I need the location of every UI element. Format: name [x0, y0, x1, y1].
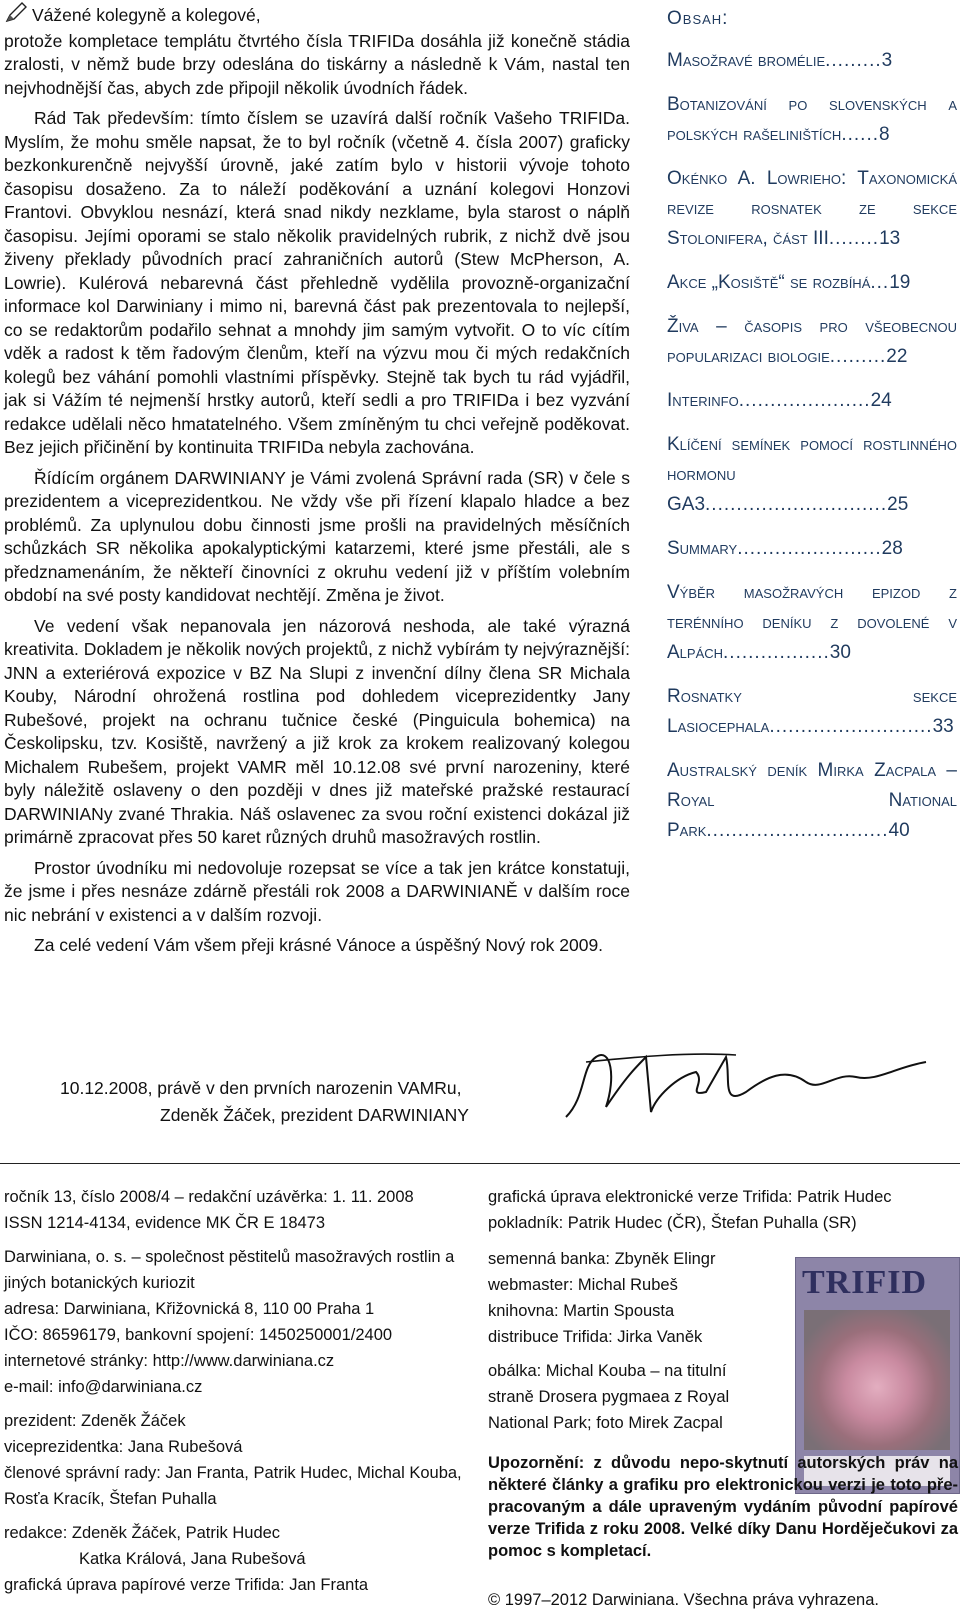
toc-item-dots: .............................: [705, 494, 888, 515]
toc-item-dots: .............................: [706, 820, 889, 841]
section-divider: [0, 1163, 960, 1164]
toc-item-title: Australský deník Mirka Zacpala – Royal National Park: [667, 760, 957, 841]
board-line: členové správní rady: Jan Franta, Patrik Hudec, Michal Kouba, Rosťa Kracík, Štefan Puhalla: [4, 1464, 462, 1508]
colophon-left: [4, 1184, 474, 1598]
toc-header: Obsah:: [667, 8, 729, 29]
toc-item-dots: .........: [829, 346, 887, 367]
toc-item[interactable]: [667, 268, 957, 298]
distribution-line: distribuce Trifida: Jirka Vaněk: [488, 1328, 703, 1346]
webmaster-line: webmaster: Michal Rubeš: [488, 1276, 678, 1294]
pen-icon: [4, 2, 28, 24]
toc-item-page: 30: [829, 642, 851, 663]
toc-item-page: 28: [881, 538, 903, 559]
toc-item-title: Výběr masožravých epizod z terénního deníku z dovolené v Alpách: [667, 582, 957, 663]
toc-item-dots: .......................: [737, 538, 882, 559]
paragraph-4: Ve vedení však nepanovala jen názorová neshoda, ale také výrazná kreativita. Dokladem je několik nových projektů, z nichž vybírám ty nejvýraznější: JNN a exteriérová expozice v BZ Na Slupi z invenční dílny člena SR Michala Kouby, Národní ohrožená rostlina pod dohledem viceprezidentky Jany Rubešové, projekt na ochranu tučnice české (Pinguicula bohemica) na Českolipsku, tzv. Kosiště, navržený a již krok za krokem realizovaný kolegou Michalem Rubešem, projekt VAMR měl 10.12.08 své první narozeniny, které byly náležitě oslaveny o den později v dnes již mateřské pražské restaurací DARWINIANy zvané Thrakia. Náš oslavenec za svou roční existenci dokázal již primárně zpracovat přes 50 karet různých druhů masožravých rostlin.: [4, 615, 630, 847]
cover-logo: TRIFID: [802, 1264, 928, 1301]
toc-item-title: Akce „Kosiště“ se rozbíhá: [667, 272, 871, 293]
toc-item-dots: .................: [723, 642, 830, 663]
date-line: 10.12.2008, právě v den prvních narozenin VAMRu,: [60, 1078, 462, 1098]
editors-line-2: Katka Králová, Jana Rubešová: [79, 1550, 306, 1568]
toc-item[interactable]: [667, 46, 957, 76]
paragraph-3: Řídícím orgánem DARWINIANY je Vámi zvolená Správní rada (SR) v čele s prezidentem a viceprezidentkou. Ne vždy vše při řízení klapalo hladce a bez problémů. Za uplynulou dobu činnosti jsme prošli na pravidelných měsíčních schůzkách SR několika apokalyptickými katarzemi, které jsme přestáli, ale s předznamenáním, že někteří činovníci z okruhu vedení již v příštím volebním období na své posty kandidovat nechtějí. Změna je život.: [4, 467, 630, 605]
toc-item[interactable]: [667, 386, 957, 416]
cover-credit: obálka: Michal Kouba – na titulní straně Drosera pygmaea z Royal National Park; foto Mirek Zacpal: [488, 1362, 730, 1432]
toc-item-dots: .........: [825, 50, 882, 71]
handwritten-signature: [556, 1037, 936, 1137]
paragraph-5: Prostor úvodníku mi nedovoluje rozepsat se více a tak jen krátce konstatuji, že jsme i přes nesnáze zdárně přestáli rok 2008 a DARWINIANĚ v dalším roce nic nebrání v existenci a v dalším rozvoji.: [4, 857, 630, 925]
toc-item-title: Summary: [667, 538, 738, 559]
email-link[interactable]: e-mail: info@darwiniana.cz: [4, 1378, 203, 1396]
vicepresident-line: viceprezidentka: Jana Rubešová: [4, 1438, 243, 1456]
paragraph-1: protože kompletace templátu čtvrtého čísla TRIFIDa dosáhla již konečně stádia zralosti, v němž bude brzy odeslána do tiskárny a následně k Vám, nastal ten nejvhodnější čas, abych zde připojil několik úvodních řádek.: [4, 30, 630, 98]
toc-item-title: Okénko A. Lowrieho: Taxonomická revize rosnatek ze sekce Stolonifera, část III: [667, 168, 957, 249]
table-of-contents: [667, 4, 957, 860]
treasurer-line: pokladník: Patrik Hudec (ČR), Štefan Puhalla (SR): [488, 1214, 857, 1232]
toc-item-page: 19: [889, 272, 911, 293]
library-line: knihovna: Martin Spousta: [488, 1302, 675, 1320]
toc-item-dots: ......: [841, 124, 880, 145]
toc-item-page: 22: [886, 346, 908, 367]
cover-photo: [804, 1310, 950, 1450]
toc-item-page: 24: [870, 390, 892, 411]
toc-item-dots: ..........................: [769, 716, 933, 737]
signature-text: [60, 1075, 469, 1129]
toc-item-title: Masožravé bromélie: [667, 50, 826, 71]
toc-item-dots: ...: [870, 272, 890, 293]
toc-item-page: 25: [887, 494, 909, 515]
print-design-line: grafická úprava papírové verze Trifida: Jan Franta: [4, 1576, 369, 1594]
toc-item-page: 13: [879, 228, 901, 249]
toc-item[interactable]: [667, 164, 957, 254]
editors-line: redakce: Zdeněk Žáček, Patrik Hudec: [4, 1524, 281, 1542]
greeting: Vážené kolegyně a kolegové,: [32, 5, 261, 25]
toc-item[interactable]: [667, 534, 957, 564]
toc-item[interactable]: [667, 756, 957, 846]
paragraph-6: Za celé vedení Vám všem přeji krásné Vánoce a úspěšný Nový rok 2009.: [34, 935, 604, 955]
toc-item-dots: ........: [828, 228, 880, 249]
toc-item-title: Interinfo: [667, 390, 739, 411]
address-line: adresa: Darwiniana, Křižovnická 8, 110 00 Praha 1: [4, 1300, 375, 1318]
society-line: Darwiniana, o. s. – společnost pěstitelů masožravých rostlin a jiných botanických kuriozit: [4, 1248, 455, 1292]
copyright-line: © 1997–2012 Darwiniana. Všechna práva vyhrazena.: [488, 1591, 879, 1609]
toc-item-title: Živa – časopis pro všeobecnou popularizaci biologie: [667, 316, 957, 367]
issue-line: ročník 13, číslo 2008/4 – redakční uzávěrka: 1. 11. 2008: [4, 1188, 414, 1206]
paragraph-2: Rád Tak především: tímto číslem se uzavírá další ročník Vašeho TRIFIDa. Myslím, že mohu směle napsat, že to byl ročník (včetně 4. čísla 2007) graficky bezkonkurenčně nejvyšší úrovně, jaké zatím bylo v historii vývoje tohoto časopisu dosaženo. Za to náleží poděkování a uznání kolegovi Honzovi Frantovi. Obvyklou nesnází, která snad nikdy nezklame, byla starost o náplň časopisu. Jejími oporami se stalo několik pravidelných rubrik, z nichž dvě jsou živeny překlady původních prací zahraničních autorů (Stew McPherson, A. Lowrie). Kulérová nebarevná část přehledně vydělila provozně-organizační informace kol Darwiniany i mimo ni, barevná část pak prezentovala to nejlepší, co se redaktorům podařilo sehnat a mnohdy jim samým vytvořit. O to víc cítím vděk a radost k těm řadovým členům, kteří na výzvu mou či mých redakčních kolegů bez váhání pomohli vlastními příspěvky. Stejně tak bych tu rád vyjádřil, jak si Vážím té nejmenší hrstky autorů, kteří sedli a pro TRIFIDa i bez vyzvání redakce udělali něco hmatatelného. Všem zmíněným tu chci veřejně poděkovat. Bez jejich přičinění by kontinuita TRIFIDa nebyla zachována.: [4, 108, 630, 457]
toc-item-dots: .....................: [738, 390, 871, 411]
website-link[interactable]: internetové stránky: http://www.darwiniana.cz: [4, 1352, 335, 1370]
seedbank-line: semenná banka: Zbyněk Elingr: [488, 1250, 716, 1268]
editorial: [4, 2, 630, 965]
toc-item[interactable]: [667, 682, 957, 742]
toc-item-title: Botanizování po slovenských a polských rašeliništích: [667, 94, 957, 145]
copyright-notice: Upozornění: z důvodu nepo-skytnutí autorských práv na některé články a grafiku pro elektronickou verzi je toto pře-pracovaným a dále upraveným vydáním původní papírové verze Trifida z roku 2008. Velké díky Danu Horděječukovi za pomoc s kompletací.: [488, 1454, 958, 1560]
toc-item-page: 8: [879, 124, 890, 145]
greeting-line: [4, 2, 630, 28]
toc-item[interactable]: [667, 430, 957, 520]
signer-line: Zdeněk Žáček, prezident DARWINIANY: [160, 1105, 469, 1125]
e-design-line: grafická úprava elektronické verze Trifida: Patrik Hudec: [488, 1188, 892, 1206]
toc-item-page: 40: [888, 820, 910, 841]
president-line: prezident: Zdeněk Žáček: [4, 1412, 186, 1430]
toc-item[interactable]: [667, 578, 957, 668]
toc-item-page: 33: [932, 716, 954, 737]
toc-item[interactable]: [667, 90, 957, 150]
toc-item-title: Klíčení semínek pomocí rostlinného hormonu GA3: [667, 434, 957, 515]
toc-item-title: Rosnatky sekce Lasiocephala: [667, 686, 957, 737]
toc-item-page: 3: [881, 50, 893, 71]
ico-line: IČO: 86596179, bankovní spojení: 1450250001/2400: [4, 1326, 393, 1344]
toc-item[interactable]: [667, 312, 957, 372]
issn-line: ISSN 1214-4134, evidence MK ČR E 18473: [4, 1214, 326, 1232]
